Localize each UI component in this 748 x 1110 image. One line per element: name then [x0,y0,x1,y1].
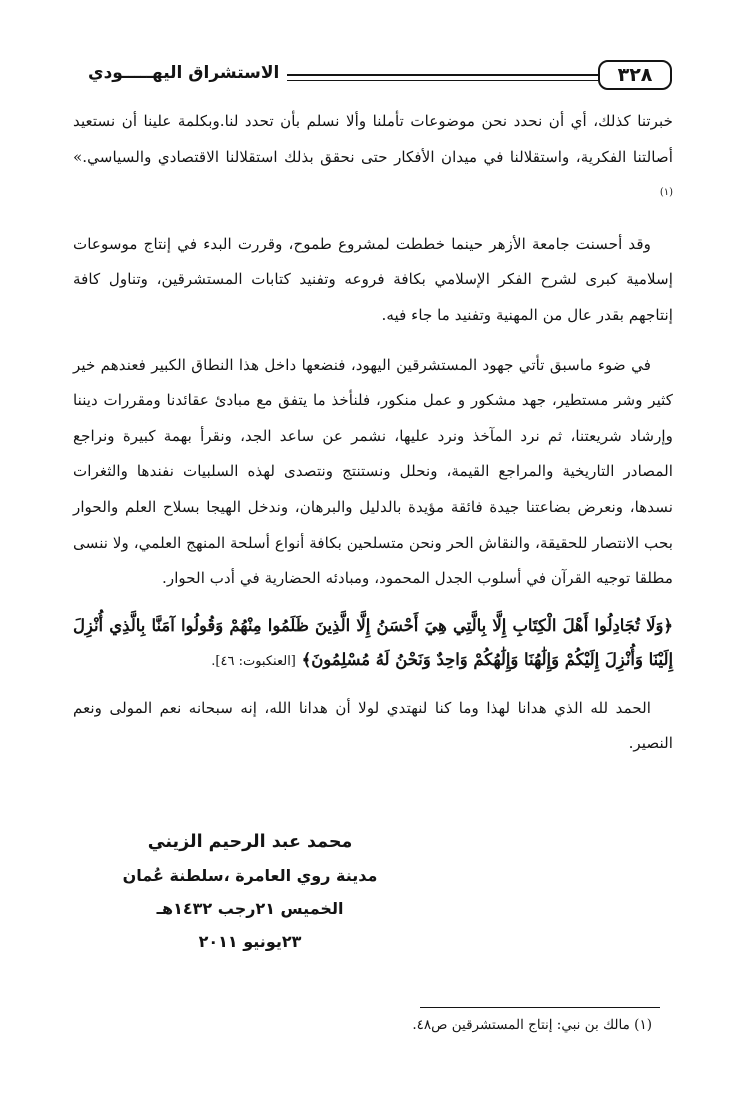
verse-citation: [العنكبوت: ٤٦]. [211,653,296,669]
running-title: الاستشراق اليهـــــودي [80,58,287,88]
footnote-rule [420,1007,660,1008]
page-body [73,104,673,762]
author-name: محمد عبد الرحيم الزيني [147,832,353,852]
hijri-date: الخميس ٢١رجب ١٤٣٢هـ [156,899,344,918]
paragraph-quote-end [73,104,673,215]
author-place: مدينة روي العامرة ،سلطنة عُمان [122,866,378,885]
verse-text: ﴿وَلَا تُجَادِلُوا أَهْلَ الْكِتَابِ إِلَّا بِالَّتِي هِيَ أَحْسَنُ إِلَّا الَّذِينَ ظَلَمُوا مِنْهُمْ وَقُولُوا آمَنَّا بِالَّذِي أُنْزِلَ إِلَيْنَا وَأُنْزِلَ إِلَيْكُمْ وَإِلَٰهُنَا وَإِلَٰهُكُمْ وَاحِدٌ وَنَحْنُ لَهُ مُسْلِمُونَ﴾ [73,615,673,669]
quran-verse [73,609,673,679]
page-number: ٣٢٨ [598,60,672,90]
signature-block [120,826,380,958]
closing-paragraph: الحمد لله الذي هدانا لهذا وما كنا لنهتدي لولا أن هدانا الله، إنه سبحانه نعم المولى ونعم النصير. [73,698,673,753]
gregorian-date: ٢٣يونيو ٢٠١١ [198,932,302,951]
footnote-reference: (١) [659,187,673,199]
paragraph-jewish-orientalists: في ضوء ماسبق تأتي جهود المستشرقين اليهود، فنضعها داخل هذا النطاق الكبير فعندهم خير كثير وشر مستطير، جهد مشكور و عمل منكور، فلنأخذ ما يتفق مع مبادئ عقائدنا ومقررات ديننا وإرشاد شريعتنا، ثم نرد المآخذ ونرد عليها، نشمر عن ساعد الجد، ونقرأ بهمة كبيرة ونراجع المصادر التاريخية والمراجع القيمة، ونحلل ونستنتج ونتصدى لهذه السلبيات نفندها والثغرات نسدها، ونعرض بضاعتنا جيدة فائقة مؤيدة بالدليل والبرهان، وندخل الهيجا بسلاح العلم والحوار بحب الانتصار للحقيقة، والنقاش الحر ونحن متسلحين بكافة أنواع أسلحة المنهج العلمي، ولا ننسى مطلقا توجيه القرآن في أسلوب الجدل المحمود، ومبادئه الحضارية في أدب الحوار. [73,355,673,588]
footnote: (١) مالك بن نبي: إنتاج المستشرقين ص٤٨. [412,1017,652,1033]
paragraph-text: خبرتنا كذلك، أي أن نحدد نحن موضوعات تأملنا وألا نسلم بأن تحدد لنا.وبكلمة علينا أن نستعيد أصالتنا الفكرية، واستقلالنا في ميدان الأفكار حتى نحقق بذلك استقلالنا الاقتصادي والسياسي.» [73,112,673,166]
page-header [80,58,672,92]
paragraph-azhar: وقد أحسنت جامعة الأزهر حينما خططت لمشروع طموح، وقررت البدء في إنتاج موسوعات إسلامية كبرى لشرح الفكر الإسلامي بكافة فروعه وتفنيد كتابات المستشرقين، وتناول كافة إنتاجهم بقدر عال من المهنية وتفنيد ما جاء فيه. [73,234,673,325]
